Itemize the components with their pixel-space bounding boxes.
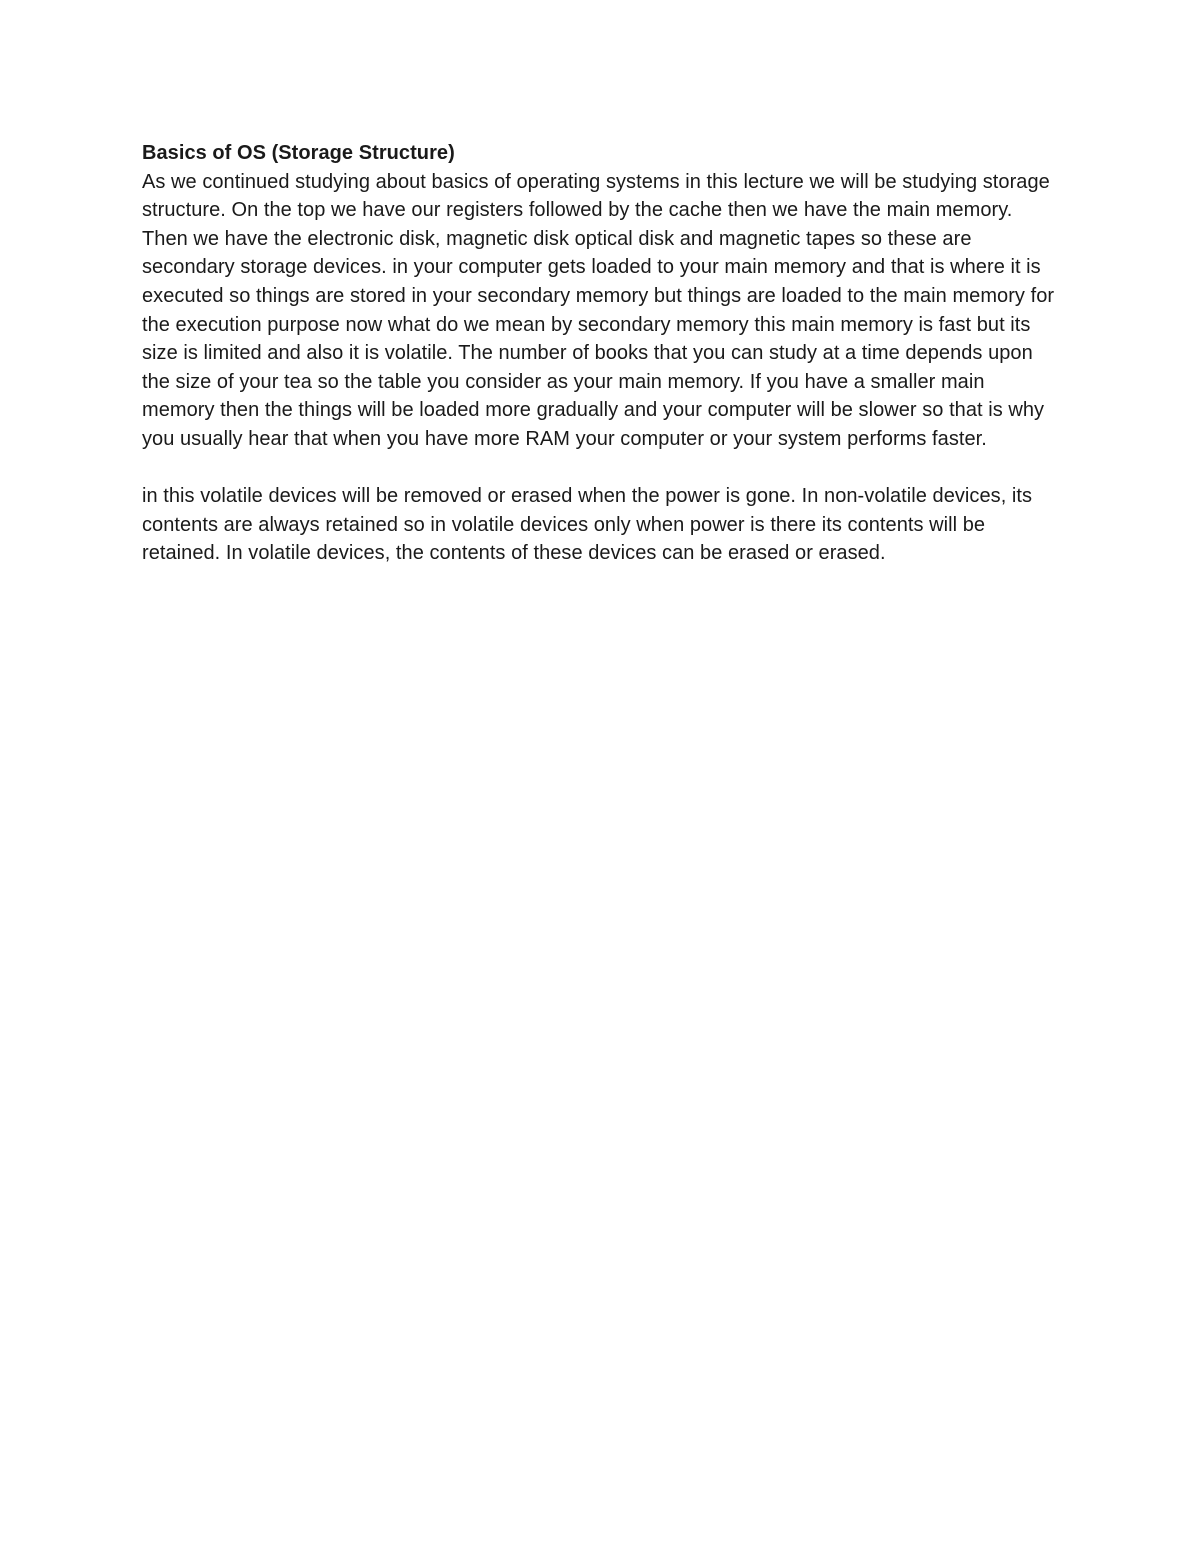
document-title: Basics of OS (Storage Structure) <box>142 142 455 164</box>
document-body <box>142 139 1062 568</box>
paragraph-1: As we continued studying about basics of operating systems in this lecture we will be studying storage structure. On the top we have our registers followed by the cache then we have the main memory. Then we have the electronic disk, magnetic disk optical disk and magnetic tapes so these are secondary storage devices. in your computer gets loaded to your main memory and that is where it is executed so things are stored in your secondary memory but things are loaded to the main memory for the execution purpose now what do we mean by secondary memory this main memory is fast but its size is limited and also it is volatile. The number of books that you can study at a time depends upon the size of your tea so the table you consider as your main memory. If you have a smaller main memory then the things will be loaded more gradually and your computer will be slower so that is why you usually hear that when you have more RAM your computer or your system performs faster. <box>142 170 1055 450</box>
paragraph-2: in this volatile devices will be removed or erased when the power is gone. In non-volatile devices, its contents are always retained so in volatile devices only when power is there its contents will be retained. In volatile devices, the contents of these devices can be erased or erased. <box>142 485 1033 565</box>
paragraph-spacer <box>142 454 1062 483</box>
